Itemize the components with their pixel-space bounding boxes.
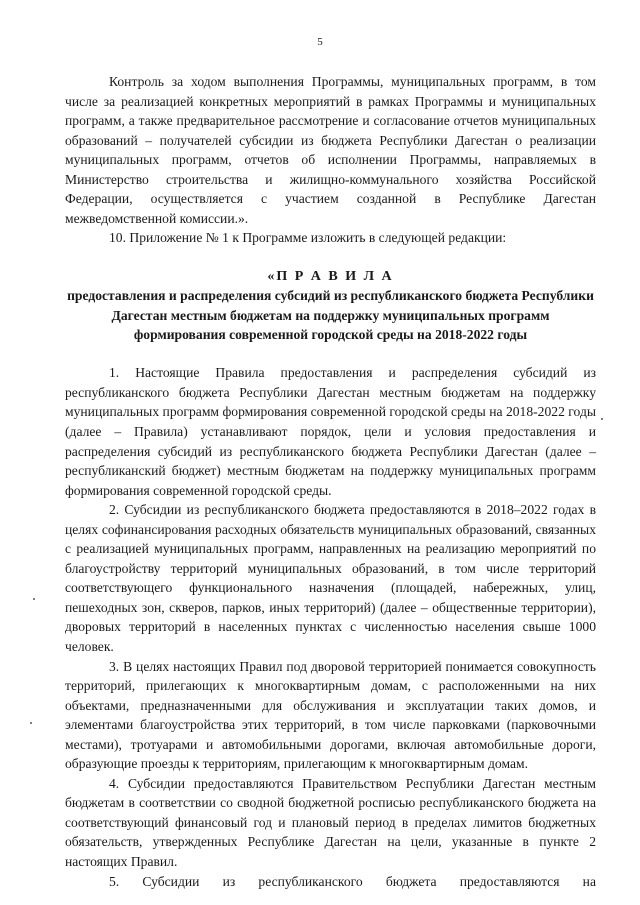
rules-paragraph-5: 5. Субсидии из республиканского бюджета предоставляются на [109,873,596,889]
rules-paragraph-1: 1. Настоящие Правила предоставления и распределения субсидий из республиканского бюджета Республики Дагестан местным бюджетам на поддержку муниципальных программ формирования современной городской среды на 2018-2022 годы (далее – Правила) устанавливают порядок, цели и условия предоставления и распределения субсидий из республиканского бюджета Республики Дагестан (далее – республиканский бюджет) местным бюджетам на поддержку муниципальных программ формирования современной городской среды. [65,365,596,498]
scan-speck [33,598,35,600]
rules-paragraph-2: 2. Субсидии из республиканского бюджета предоставляются в 2018–2022 годах в целях софинансирования расходных обязательств муниципальных образований, связанных с реализацией муниципальных программ, направленных на реализацию мероприятий по благоустройству территорий муниципальных образований, в том числе территорий соответствующего функционального назначения (площадей, набережных, улиц, пешеходных зон, скверов, парков, иных территорий) (далее – общественные территории), дворовых территорий в населенных пунктах с численностью населения свыше 1000 человек. [65,502,596,655]
paragraph-program-control: Контроль за ходом выполнения Программы, муниципальных программ, в том числе за реализацией конкретных мероприятий в рамках Программы и муниципальных программ, а также предварительное рассмотрение и согласование отчетов муниципальных образований – получателей субсидии из бюджета Республики Дагестан о реализации муниципальных программ, отчетов об исполнении Программы, направляемых в Министерство строительства и жилищно-коммунального хозяйства Российской Федерации, осуществляется с участием созданной в Республике Дагестан межведомственной комиссии.». [65,74,596,226]
rules-title-block [65,267,596,344]
scan-speck [601,418,603,420]
scan-speck [30,722,32,724]
page-number: 5 [317,36,323,48]
document-body [65,72,596,891]
spacer [65,344,596,363]
rules-paragraph-3: 3. В целях настоящих Правил под дворовой территорией понимается совокупность территорий, прилегающих к многоквартирным домам, с расположенными на них объектами, предназначенными для обслуживания и эксплуатации таких домов, и элементами благоустройства этих территорий, в том числе парковками (парковочными местами), тротуарами и автомобильными дорогами, включая автомобильные дороги, образующие проезды к территориям, прилегающим к многоквартирным домам. [65,658,596,772]
rules-paragraph-4: 4. Субсидии предоставляются Правительством Республики Дагестан местным бюджетам в соответствии со сводной бюджетной росписью республиканского бюджета на соответствующий финансовый год и плановый период в пределах лимитов бюджетных обязательств, утвержденных Республике Дагестан на цели, указанные в пункте 2 настоящих Правил. [65,775,596,870]
rules-heading: «П Р А В И Л А [267,268,394,284]
paragraph-appendix-note: 10. Приложение № 1 к Программе изложить в следующей редакции: [109,230,507,246]
rules-subtitle: предоставления и распределения субсидий из республиканского бюджета Республики Дагестан местным бюджетам на поддержку муниципальных программ формирования современной городской среды на 2018-2022 годы [67,288,594,343]
